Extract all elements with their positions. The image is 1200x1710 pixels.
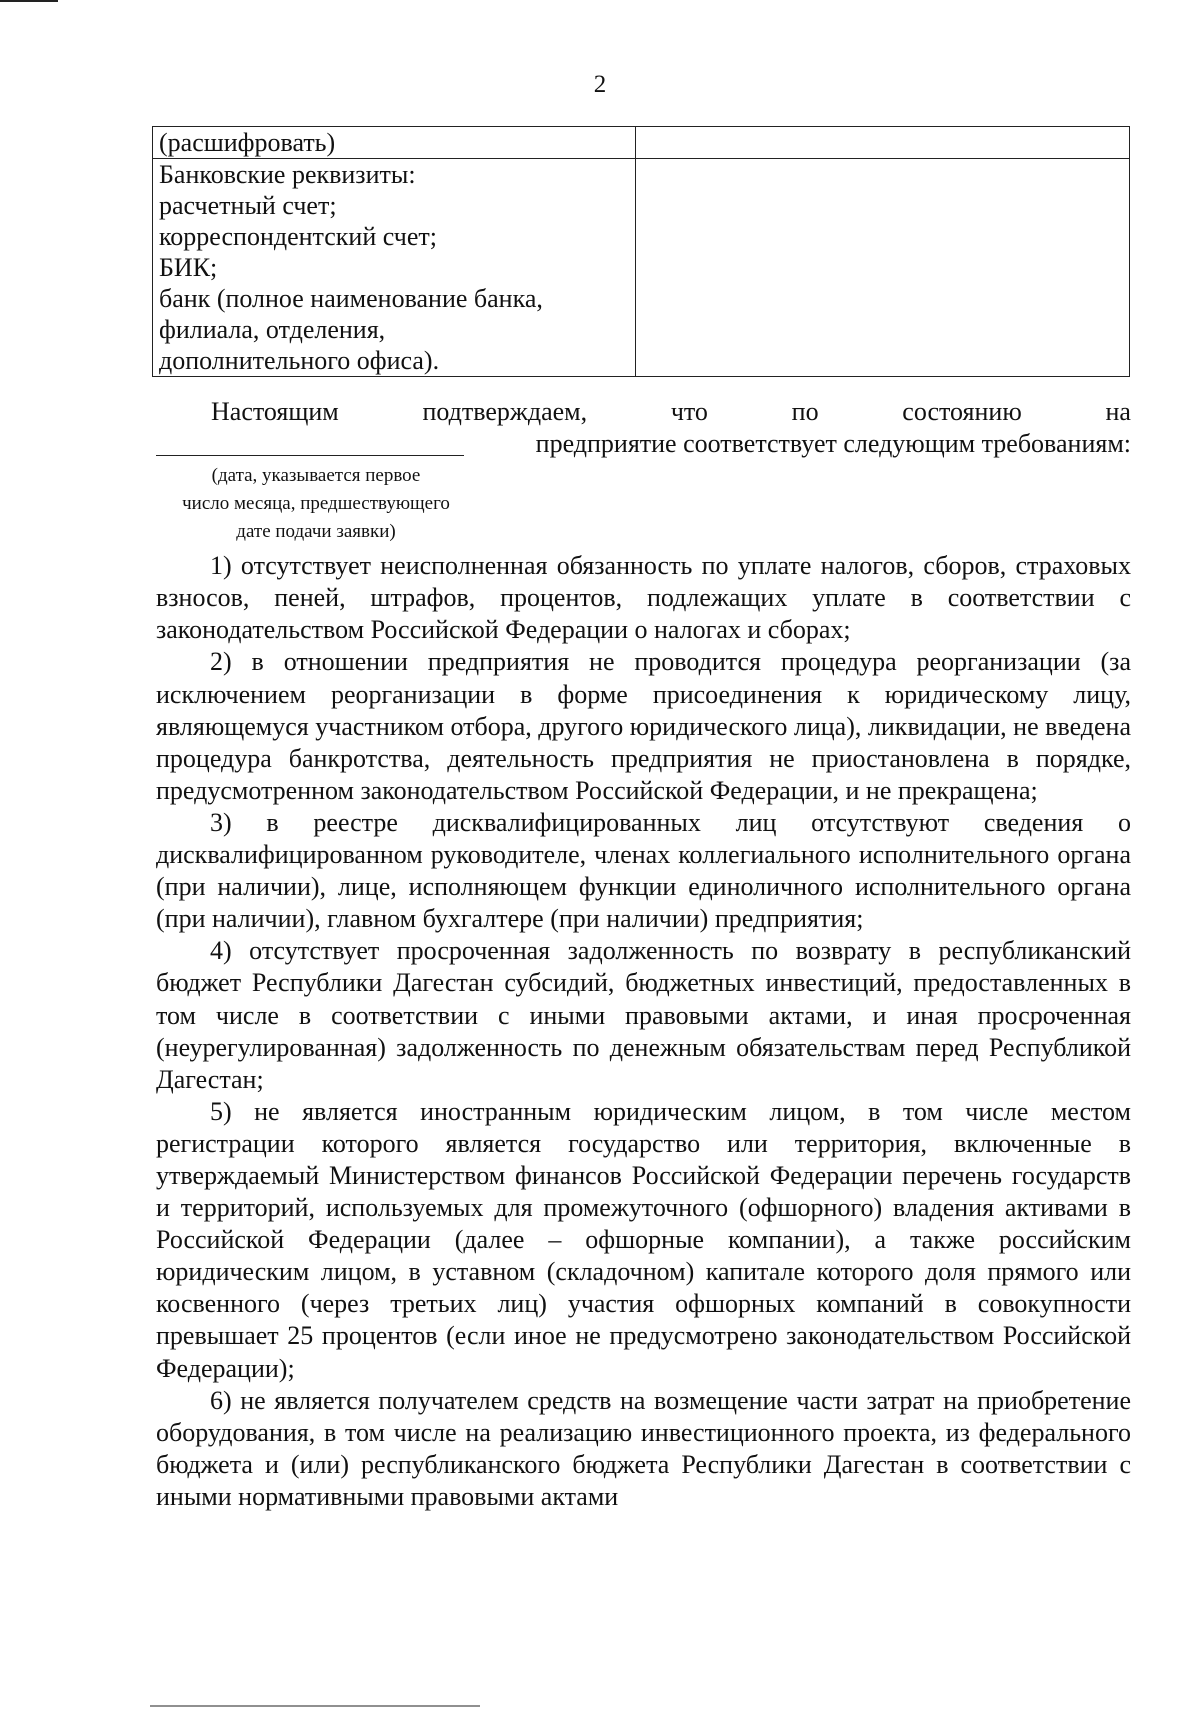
confirm-word: Настоящим (211, 397, 339, 426)
date-caption-line: число месяца, предшествующего (182, 493, 450, 515)
cell-line: дополнительного офиса). (159, 346, 440, 375)
confirm-word: состоянию (902, 397, 1022, 426)
cell-line: расчетный счет; (159, 191, 337, 220)
requisites-table (152, 126, 1130, 377)
scan-edge-mark-bottom (150, 1705, 480, 1707)
confirmation-line (156, 396, 1131, 428)
requirement-paragraph: 1) отсутствует неисполненная обязанность по уплате налогов, сборов, страховых взносов, пеней, штрафов, процентов, подлежащих уплате в соответствии с законодательством Российской Федерации о налогах и сборах; (156, 551, 1131, 645)
table-cell-label (153, 159, 636, 377)
cell-line: Банковские реквизиты: (159, 160, 416, 189)
requirement-paragraph: 6) не является получателем средств на возмещение части затрат на приобретение оборудования, в том числе на реализацию инвестиционного проекта, из федерального бюджета и (или) республиканского бюджета Республики Дагестан в соответствии с иными нормативными правовыми актами (156, 1385, 1131, 1511)
requirement-paragraph: 3) в реестре дисквалифицированных лиц отсутствуют сведения о дисквалифицированном руководителе, членах коллегиального исполнительного органа (при наличии), лице, исполняющем функции единоличного исполнительного органа (при наличии), главном бухгалтере (при наличии) предприятия; (156, 807, 1131, 934)
confirm-word: на (1105, 397, 1131, 426)
scan-edge-mark-top (0, 0, 58, 2)
table-cell-value (636, 159, 1130, 377)
table-row (153, 159, 1130, 377)
table-row (153, 127, 1130, 159)
date-caption (156, 462, 476, 546)
cell-line: БИК; (159, 253, 218, 282)
page-number: 2 (593, 71, 607, 98)
requirement-paragraph: 5) не является иностранным юридическим лицом, в том числе местом регистрации которого является государство или территория, включенные в утверждаемый Министерством финансов Российской Федерации перечень государств и территорий, используемых для промежуточного (офшорного) владения активами в Российской Федерации (далее – офшорные компании), а также российским юридическим лицом, в уставном (складочном) капитале которого доля прямого или косвенного (через третьих лиц) участия офшорных компаний в совокупности превышает 25 процентов (если иное не предусмотрено законодательством Российской Федерации); (156, 1096, 1131, 1383)
date-caption-line: дате подачи заявки) (236, 521, 396, 543)
confirm-word: по (791, 397, 819, 426)
confirm-word: что (670, 397, 708, 426)
document-body (156, 396, 1131, 1513)
requirement-paragraph: 4) отсутствует просроченная задолженность по возврату в республиканский бюджет Республики Дагестан субсидий, бюджетных инвестиций, предоставленных в том числе в соответствии с иными правовыми актами, и иная просроченная (неурегулированная) задолженность по денежным обязательствам перед Республикой Дагестан; (156, 936, 1131, 1094)
date-blank-field (156, 431, 464, 456)
confirm-word: подтверждаем, (422, 397, 588, 426)
cell-line: филиала, отделения, (159, 315, 386, 344)
confirmation-continuation: предприятие соответствует следующим требованиям: (535, 429, 1131, 459)
cell-line: корреспондентский счет; (159, 222, 437, 251)
date-caption-line: (дата, указывается первое (211, 465, 421, 487)
requirement-paragraph: 2) в отношении предприятия не проводится процедура реорганизации (за исключением реорганизации в форме присоединения к юридическому лицу, являющемуся участником отбора, другого юридического лица), ликвидации, не введена процедура банкротства, деятельность предприятия не приостановлена в порядке, предусмотренном законодательством Российской Федерации, и не прекращена; (156, 647, 1131, 805)
table-cell-label (153, 127, 636, 159)
date-row (156, 428, 1131, 460)
table-cell-value (636, 127, 1130, 159)
cell-line: банк (полное наименование банка, (159, 284, 543, 313)
cell-text: (расшифровать) (159, 128, 336, 157)
